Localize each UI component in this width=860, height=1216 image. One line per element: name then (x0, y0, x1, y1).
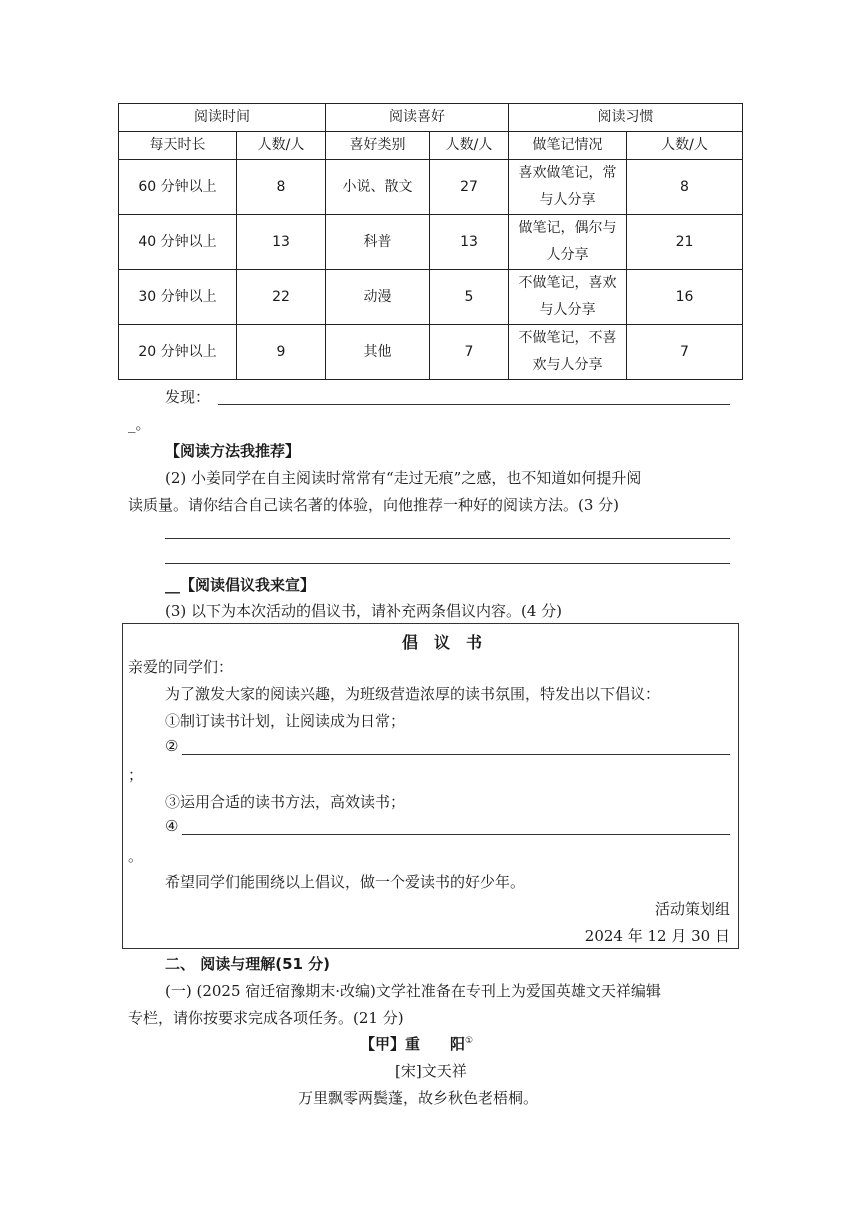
initiative-section-heading: __【阅读倡议我来宣】 (165, 576, 316, 594)
poem-title-text: 【甲】重 阳 (360, 1035, 466, 1053)
proposal-item-2-marker: ② (165, 737, 179, 755)
proposal-item-4-marker: ④ (165, 817, 179, 835)
table-row (119, 270, 743, 325)
group-header-reading-habit: 阅读习惯 (509, 104, 743, 132)
table-cell: 7 (627, 325, 743, 380)
table-cell: 其他 (326, 325, 430, 380)
poem-author: [宋]文天祥 (395, 1062, 467, 1080)
table-cell: 动漫 (326, 270, 430, 325)
table-cell: 小说、散文 (326, 160, 430, 215)
table-cell: 9 (237, 325, 326, 380)
table-cell: 20 分钟以上 (119, 325, 237, 380)
table-cell: 7 (430, 325, 509, 380)
table-cell: 60 分钟以上 (119, 160, 237, 215)
table-cell: 5 (430, 270, 509, 325)
proposal-item-1: ①制订读书计划，让阅读成为日常； (165, 712, 406, 730)
group-header-reading-preference: 阅读喜好 (326, 104, 509, 132)
table-cell: 13 (237, 215, 326, 270)
question-2-line-2: 读质量。请你结合自己读名著的体验，向他推荐一种好的阅读方法。(3 分) (128, 496, 620, 514)
proposal-closing: 希望同学们能围绕以上倡议，做一个爱读书的好少年。 (165, 873, 526, 891)
table-cell: 21 (627, 215, 743, 270)
table-cell: 27 (430, 160, 509, 215)
question-2-answer-line-1[interactable] (165, 538, 730, 539)
poem-line-1: 万里飘零两鬓蓬，故乡秋色老梧桐。 (298, 1089, 539, 1107)
table-cell: 40 分钟以上 (119, 215, 237, 270)
table-cell: 喜欢做笔记，常与人分享 (509, 160, 627, 215)
group-header-reading-time: 阅读时间 (119, 104, 326, 132)
table-row (119, 160, 743, 215)
question-3: (3) 以下为本次活动的倡议书，请补充两条倡议内容。(4 分) (165, 602, 563, 620)
proposal-item-3: ③运用合适的读书方法，高效读书； (165, 793, 406, 811)
proposal-title: 倡 议 书 (402, 633, 483, 652)
poem-footnote-mark: ① (465, 1036, 474, 1046)
table-cell: 22 (237, 270, 326, 325)
proposal-item-2-tail: ； (128, 766, 144, 784)
proposal-date: 2024 年 12 月 30 日 (584, 927, 730, 945)
table-cell: 13 (430, 215, 509, 270)
column-header: 每天时长 (119, 132, 237, 160)
table-cell: 8 (237, 160, 326, 215)
table-row (119, 325, 743, 380)
question-2-line-1: (2) 小姜同学在自主阅读时常常有“走过无痕”之感，也不知道如何提升阅 (165, 469, 642, 487)
column-header: 人数/人 (627, 132, 743, 160)
part-2-sub-1-line-2: 专栏，请你按要求完成各项任务。(21 分) (128, 1009, 404, 1027)
finding-label: 发现： (165, 388, 211, 406)
part-2-heading: 二、 阅读与理解(51 分) (165, 955, 331, 973)
column-header: 喜好类别 (326, 132, 430, 160)
table-cell: 8 (627, 160, 743, 215)
method-section-heading: 【阅读方法我推荐】 (165, 442, 301, 460)
part-2-sub-1-line-1: (一) (2025 宿迁宿豫期末·改编)文学社准备在专刊上为爱国英雄文天祥编辑 (165, 982, 661, 1000)
table-cell: 30 分钟以上 (119, 270, 237, 325)
proposal-item-4-answer-line[interactable] (182, 834, 730, 835)
proposal-salutation: 亲爱的同学们： (128, 658, 234, 676)
table-cell: 不做笔记，喜欢与人分享 (509, 270, 627, 325)
table-sub-header-row (119, 132, 743, 160)
table-cell: 做笔记，偶尔与人分享 (509, 215, 627, 270)
table-cell: 不做笔记，不喜欢与人分享 (509, 325, 627, 380)
column-header: 做笔记情况 (509, 132, 627, 160)
poem-title (360, 1033, 473, 1054)
reading-survey-table (118, 103, 743, 380)
column-header: 人数/人 (237, 132, 326, 160)
proposal-item-4-tail: 。 (128, 847, 144, 865)
finding-tail: _。 (128, 415, 151, 433)
table-cell: 16 (627, 270, 743, 325)
proposal-intro: 为了激发大家的阅读兴趣，为班级营造浓厚的读书氛围，特发出以下倡议： (165, 685, 661, 703)
table-row (119, 215, 743, 270)
table-group-header-row (119, 104, 743, 132)
proposal-item-2-answer-line[interactable] (182, 754, 730, 755)
finding-answer-line[interactable] (218, 404, 730, 405)
table-cell: 科普 (326, 215, 430, 270)
proposal-signature: 活动策划组 (654, 900, 730, 918)
question-2-answer-line-2[interactable] (165, 563, 730, 564)
column-header: 人数/人 (430, 132, 509, 160)
